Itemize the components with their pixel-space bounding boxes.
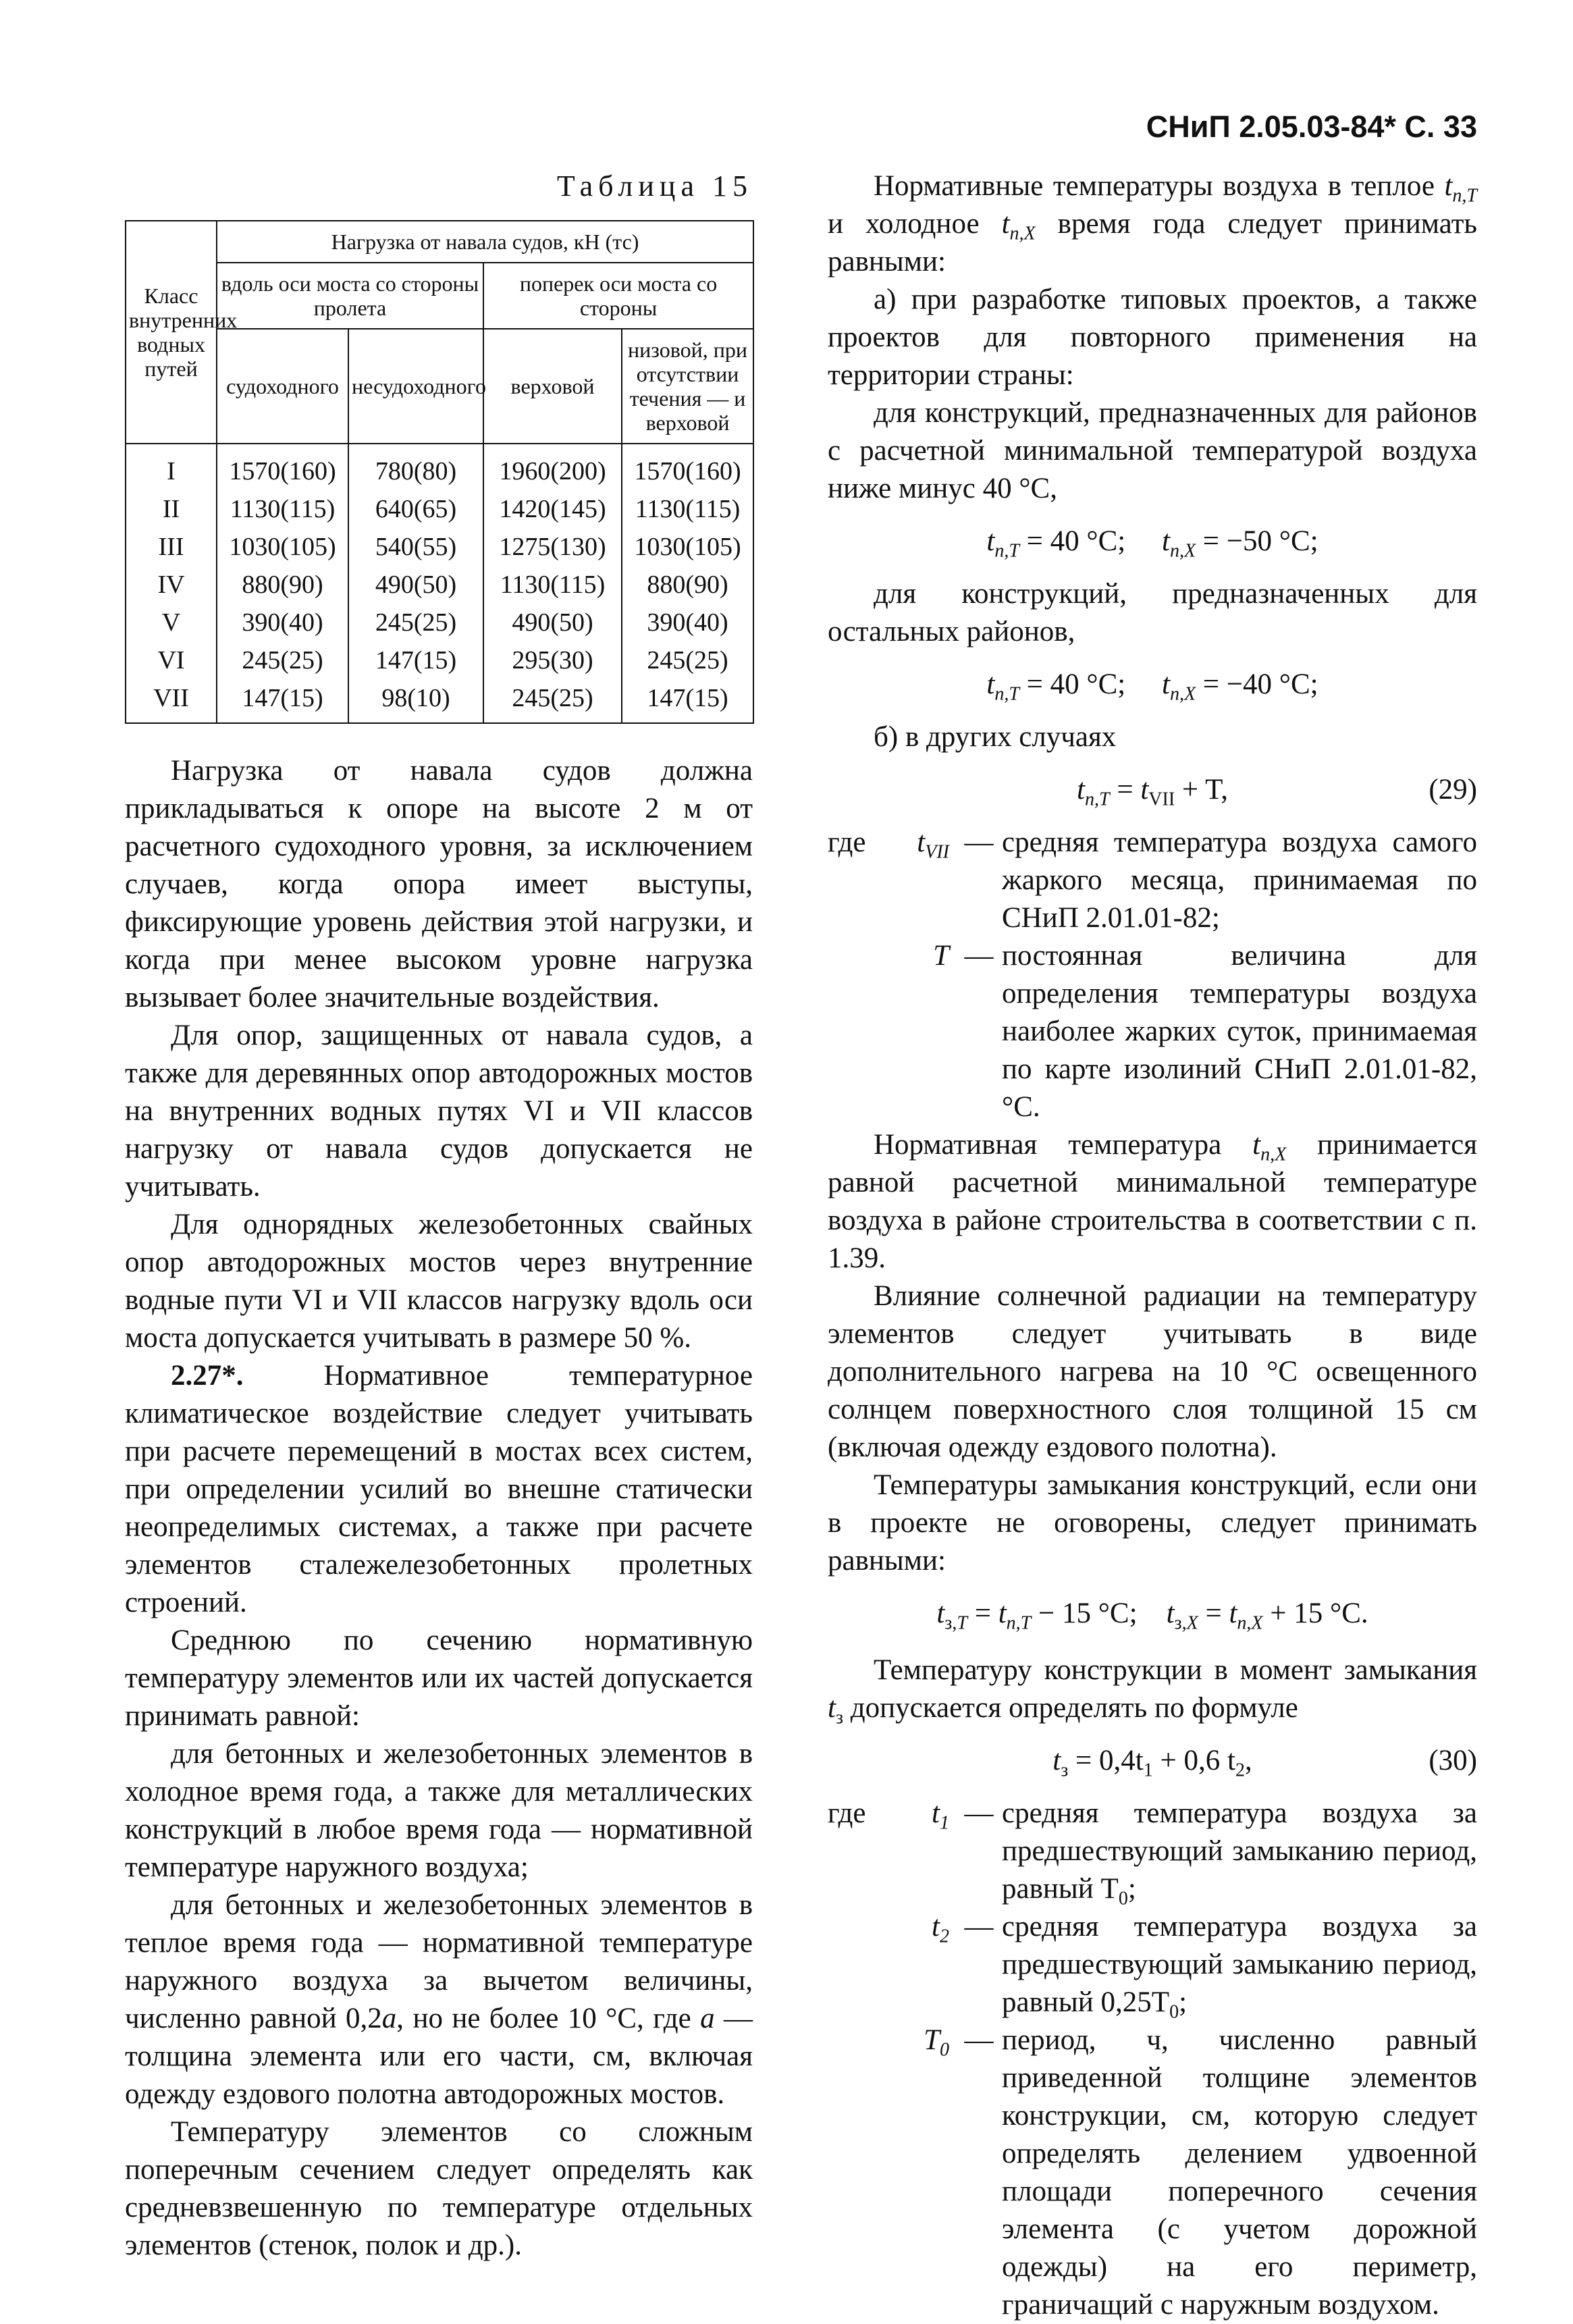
symbol: $t_1$ [932,1797,949,1834]
cell-value: 1570(160) [622,444,753,490]
cell-value: 98(10) [348,679,483,723]
cell-value: 390(40) [622,604,753,641]
clause-number: 2.27*. [171,1360,244,1392]
paragraph-2-27 [125,1357,753,1622]
formula-part: = 0,4t [1075,1745,1144,1776]
symbol: $t_2$ [932,1911,949,1947]
equation-number: (30) [1429,1745,1477,1776]
formula-part: + 0,6 t [1152,1745,1235,1776]
cell-value: 1420(145) [483,490,622,528]
cell-value: 295(30) [483,641,622,679]
formula-part: = −50 °С; [1202,525,1318,557]
formula: $t_{n,T} = 40$ °С; $t_{n,X} = -50$ °С; [986,525,1318,562]
cell-value: 147(15) [217,679,348,723]
cell-class: I [126,444,217,490]
cell-value: 390(40) [217,604,348,641]
cell-value: 147(15) [348,641,483,679]
text: — толщина элемента или его части, см, включая одежду ездового полотна автодорожных мостов. [125,2003,753,2110]
paragraph: Температуру элементов со сложным поперечным сечением следует определять как средневзвешенную по температуре отдельных элементов (стенок, полок и др.). [125,2116,753,2261]
text: принимается равной расчетной минимальной температуре воздуха в районе строительства в соответствии с п. 1.39. [828,1129,1477,1274]
th-upper: верховой [483,329,622,444]
cell-value: 780(80) [348,444,483,490]
symbol: $T_0$ [924,2024,949,2061]
cell-class: IV [126,566,217,604]
text: допускается определять по формуле [843,1692,1298,1724]
symbol: a [381,2003,397,2034]
definition: средняя температура воздуха за предшествующий замыканию период, равный $0,25T_0$; [1002,1911,1477,2023]
cell-value: 1030(105) [622,528,753,566]
text: ; [1127,1873,1136,1905]
cell-value: 245(25) [622,641,753,679]
dash: — [964,826,994,858]
cell-class: VI [126,641,217,679]
cell-class: VII [126,679,217,723]
th-lower: низовой, при отсутствии течения — и верховой [622,329,753,444]
cell-value: 1275(130) [483,528,622,566]
paragraph: Влияние солнечной радиации на температуру элементов следует учитывать в виде дополнительного нагрева на 10 °С освещенного солнцем поверхностного слоя толщиной 15 см (включая одежду ездового полотна). [828,1280,1477,1463]
paragraph: Для однорядных железобетонных свайных опор автодорожных мостов через внутренние водные пути VI и VII классов нагрузку вдоль оси моста допускается учитывать в размере 50 %. [125,1209,753,1354]
paragraph: Для опор, защищенных от навала судов, а также для деревянных опор автодорожных мостов на внутренних водных путях VI и VII классов нагрузку от навала судов допускается не учитывать. [125,1020,753,1203]
right-column [828,167,1477,2324]
formula-part: + T, [1181,774,1228,806]
cell-value: 1960(200) [483,444,622,490]
paragraph: Нагрузка от навала судов должна прикладываться к опоре на высоте 2 м от расчетного судоходного уровня, за исключением случаев, когда опора имеет выступы, фиксирующие уровень действия этой нагрузки, и когда при менее высоком уровне нагрузка вызывает более значительные воздействия. [125,755,753,1013]
table-row [126,679,753,723]
table-row [126,490,753,528]
paragraph: Нормативные температуры воздуха в теплое $t_{n,T}$ и холодное $t_{n,X}$ время года следует принимать равными: [828,170,1477,278]
dash: — [964,2024,994,2056]
cell-value: 147(15) [622,679,753,723]
table-15 [125,220,754,724]
text: Температуру конструкции в момент замыкания [874,1654,1477,1686]
paragraph: для бетонных и железобетонных элементов в холодное время года, а также для металлических конструкций в любое время года — нормативной температуре наружного воздуха; [125,1738,753,1883]
cell-class: II [126,490,217,528]
cell-value: 245(25) [483,679,622,723]
page-header: СНиП 2.05.03-84* С. 33 [1146,109,1477,144]
cell-class: III [126,528,217,566]
formula: $t_{n,T} = 40$ °С; $t_{n,X} = -40$ °С; [986,668,1318,705]
paragraph: Температуру конструкции в момент замыкания $t_з$ допускается определять по формуле [828,1654,1477,1728]
text: и холодное [828,208,1002,240]
table-row [126,528,753,566]
where-label: где [828,826,866,858]
table-row [126,604,753,641]
dash: — [964,1797,994,1829]
cell-value: 1130(115) [217,490,348,528]
text: средняя температура воздуха за предшествующий замыканию период, равный T [1002,1797,1477,1905]
th-along: вдоль оси моста со стороны пролета [217,263,483,329]
th-class: Класс внутренних водных путей [126,221,217,444]
cell-value: 490(50) [348,566,483,604]
th-navigable: судоходного [217,329,348,444]
paragraph: для конструкций, предназначенных для остальных районов, [828,578,1477,648]
formula-part: , [1244,1745,1252,1776]
table-row [126,566,753,604]
cell-value: 245(25) [217,641,348,679]
table-row [126,641,753,679]
cell-value: 880(90) [622,566,753,604]
dash: — [964,940,994,972]
symbol: T [933,940,949,972]
definition: средняя температура воздуха самого жаркого месяца, принимаемая по СНиП 2.01.01-82; [1002,826,1477,934]
clause-text: Нормативное температурное климатическое воздействие следует учитывать при расчете перемещений в мостах всех систем, при определении усилий во внешне статически неопределимых системах, а также при расчете элементов сталежелезобетонных пролетных строений. [125,1360,753,1618]
paragraph: для конструкций, предназначенных для районов с расчетной минимальной температурой воздуха ниже минус 40 °С, [828,397,1477,504]
formula-part: + 15 °С. [1270,1597,1368,1629]
text: средняя температура воздуха за предшествующий замыканию период, равный 0,25T [1002,1911,1477,2018]
cell-value: 1130(115) [483,566,622,604]
where-label: где [828,1797,866,1829]
cell-value: 1030(105) [217,528,348,566]
text: ; [1179,1986,1188,2018]
table-row [126,444,753,490]
text: Нормативная температура [874,1129,1253,1161]
formula-30: $t_з = 0,4t_1 + 0,6$ $t_2$, (30) [828,1742,1477,1780]
formula-29: $t_{n,T} = t_{VII} + T$, (29) [828,771,1477,809]
symbol: $t_{VII}$ [917,826,949,863]
th-across: поперек оси моста со стороны [483,263,753,329]
equation-number: (29) [1429,774,1477,806]
formula-part: = 40 °С; [1026,668,1126,700]
paragraph: а) при разработке типовых проектов, а также проектов для повторного применения на территории страны: [828,284,1477,391]
definitions-30 [828,1795,1477,2324]
formula-part: = −40 °С; [1202,668,1318,700]
cell-value: 540(55) [348,528,483,566]
text: время года следует принимать равными: [828,208,1477,278]
paragraph [125,1886,753,2113]
formula-part: = 40 °С; [1026,525,1126,557]
cell-value: 640(65) [348,490,483,528]
formula-part: − 15 °С; [1038,1597,1138,1629]
dash: — [964,1911,994,1943]
cell-value: 490(50) [483,604,622,641]
cell-value: 1570(160) [217,444,348,490]
text: для бетонных и железобетонных элементов в теплое время года — нормативной температуре наружного воздуха за вычетом величины, численно равной 0,2 [125,1889,753,2034]
paragraph: б) в других случаях [874,721,1117,753]
cell-value: 880(90) [217,566,348,604]
symbol: a [700,2003,715,2034]
definition: постоянная величина для определения температуры воздуха наиболее жарких суток, принимаемая по карте изолиний СНиП 2.01.01-82, °С. [1002,940,1477,1123]
definitions-29 [828,824,1477,1126]
left-column [125,167,753,2265]
text: , но не более 10 °С, где [396,2003,701,2034]
text: Нормативные температуры воздуха в теплое [874,170,1445,202]
cell-class: V [126,604,217,641]
cell-value: 1130(115) [622,490,753,528]
cell-value: 245(25) [348,604,483,641]
paragraph: Среднюю по сечению нормативную температуру элементов или их частей допускается принимать равной: [125,1625,753,1732]
paragraph: Нормативная температура $t_{n,X}$ принимается равной расчетной минимальной температуре воздуха в районе строительства в соответствии с п. 1.39. [828,1129,1477,1274]
definition: средняя температура воздуха за предшествующий замыканию период, равный $T_0$; [1002,1797,1477,1909]
paragraph: Температуры замыкания конструкций, если они в проекте не оговорены, следует принимать равными: [828,1469,1477,1577]
table-caption: Таблица 15 [556,169,753,203]
th-nonnavigable: несудоходного [348,329,483,444]
th-load: Нагрузка от навала судов, кН (тс) [217,221,753,263]
definition: период, ч, численно равный приведенной толщине элементов конструкции, см, которую следует определять делением удвоенной площади поперечного сечения элемента (с учетом дорожной одежды) на его периметр, граничащий с наружным воздухом. [1002,2024,1477,2321]
formula: $t_{з,T} = t_{n,T} - 15$ °С; $t_{з,X} = t_{n,X} + 15$ °С. [936,1597,1368,1634]
